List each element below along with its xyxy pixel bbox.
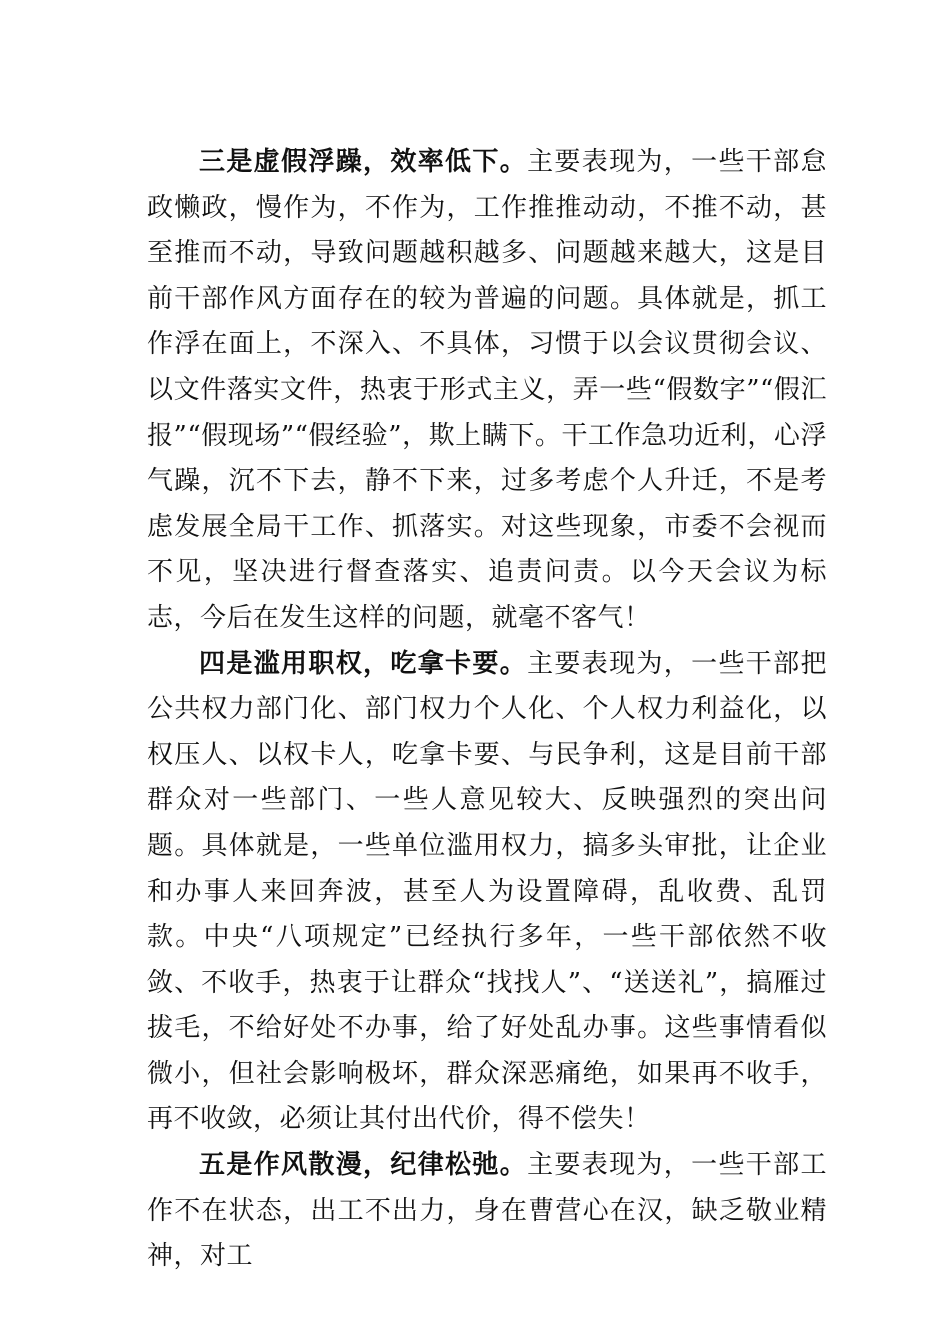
paragraph-5-lead: 五是作风散漫，纪律松弛。 [199,1150,528,1181]
document-body [147,140,827,1280]
paragraph-3-text: 主要表现为，一些干部怠政懒政，慢作为，不作为，工作推推动动，不推不动，甚至推而不动，导致问题越积越多、问题越来越大，这是目前干部作风方面存在的较为普遍的问题。具体就是，抓工作浮在面上，不深入、不具体，习惯于以会议贯彻会议、以文件落实文件，热衷于形式主义，弄一些“假数字”“假汇报”“假现场”“假经验”，欺上瞒下。干工作急功近利，心浮气躁，沉不下去，静不下来，过多考虑个人升迁，不是考虑发展全局干工作、抓落实。对这些现象，市委不会视而不见，坚决进行督查落实、追责问责。以今天会议为标志，今后在发生这样的问题，就毫不客气！ [147,147,827,633]
paragraph-4-text: 主要表现为，一些干部把公共权力部门化、部门权力个人化、个人权力利益化，以权压人、以权卡人，吃拿卡要、与民争利，这是目前干部群众对一些部门、一些人意见较大、反映强烈的突出问题。具体就是，一些单位滥用权力，搞多头审批，让企业和办事人来回奔波，甚至人为设置障碍，乱收费、乱罚款。中央“八项规定”已经执行多年，一些干部依然不收敛、不收手，热衷于让群众“找找人”、“送送礼”，搞雁过拔毛，不给好处不办事，给了好处乱办事。这些事情看似微小，但社会影响极坏，群众深恶痛绝，如果再不收手，再不收敛，必须让其付出代价，得不偿失！ [147,648,827,1135]
paragraph-3 [147,140,827,642]
paragraph-3-lead: 三是虚假浮躁，效率低下。 [199,147,528,177]
paragraph-5-text: 主要表现为，一些干部工作不在状态，出工不出力，身在曹营心在汉，缺乏敬业精神，对工 [147,1150,827,1272]
paragraph-5 [147,1143,827,1280]
paragraph-4-lead: 四是滥用职权，吃拿卡要。 [199,648,528,679]
paragraph-4 [147,642,827,1144]
